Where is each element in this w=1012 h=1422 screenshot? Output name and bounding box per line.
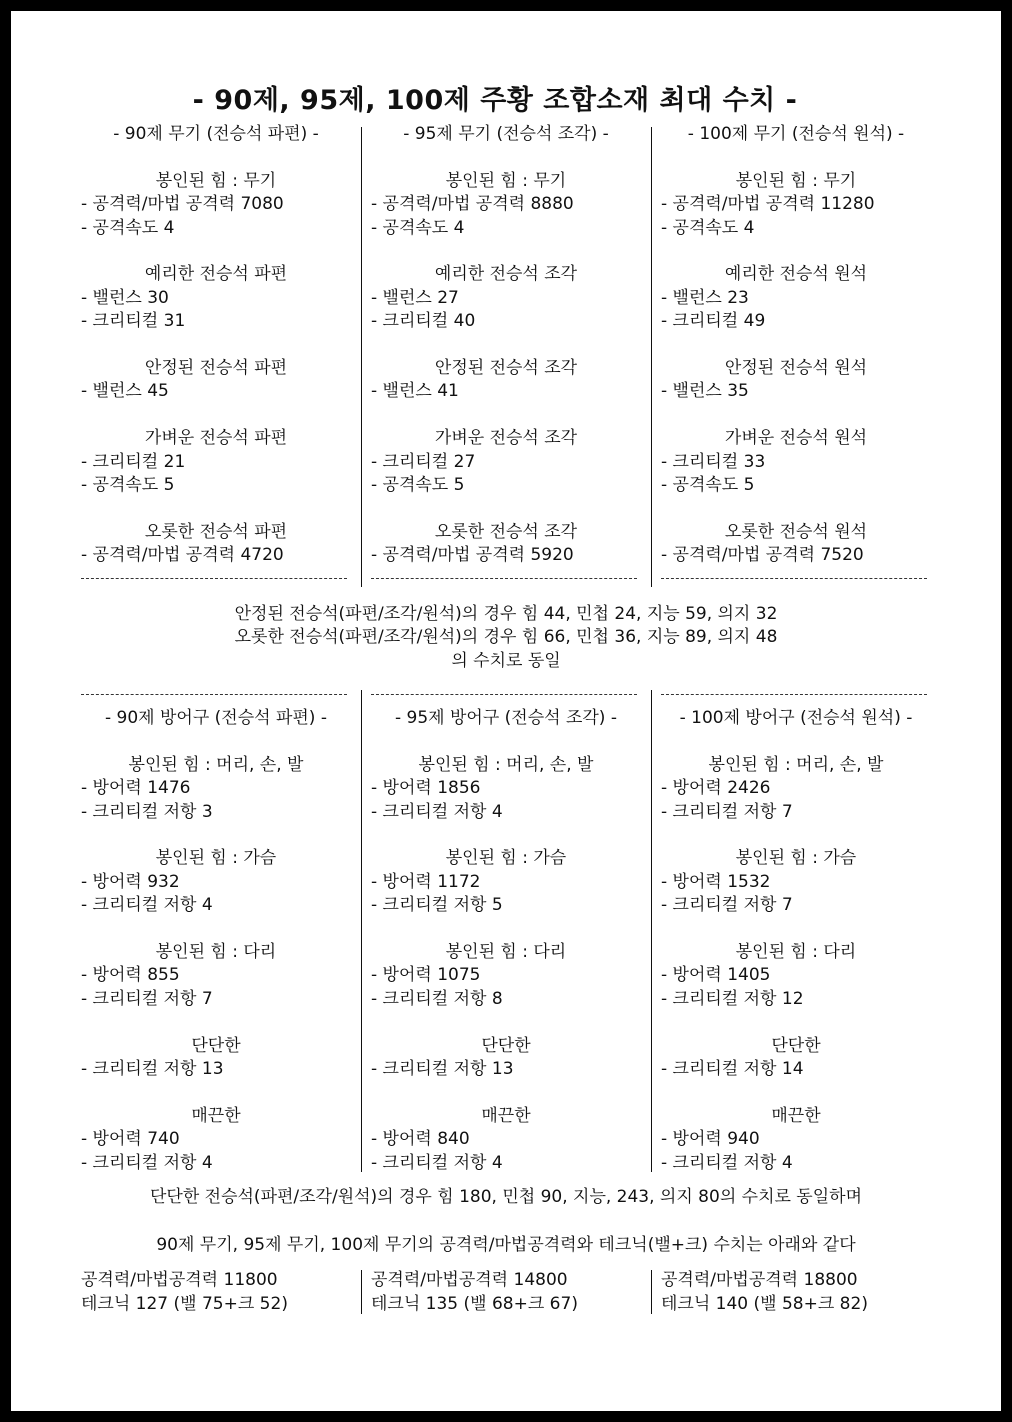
stat-line: - 공격속도 5 xyxy=(661,475,755,496)
stat-line: - 크리티컬 저항 5 xyxy=(371,895,503,916)
section-title: 봉인된 힘 : 가슴 xyxy=(445,848,567,869)
separator-line xyxy=(661,694,927,695)
section-title: 봉인된 힘 : 무기 xyxy=(735,170,857,191)
spacer xyxy=(661,404,931,427)
stat-line: - 방어력 2426 xyxy=(661,778,771,799)
spacer xyxy=(371,146,641,169)
section-title: 봉인된 힘 : 다리 xyxy=(735,942,857,963)
stat-line: - 크리티컬 저항 13 xyxy=(81,1059,224,1080)
summary-technique: 테크닉 140 (밸 58+크 82) xyxy=(661,1294,868,1314)
stat-line: - 크리티컬 31 xyxy=(81,311,186,332)
spacer xyxy=(81,918,351,941)
section-title: 예리한 전승석 조각 xyxy=(434,264,578,285)
column-header: - 100제 방어구 (전승석 원석) - xyxy=(679,708,913,728)
section-title: 단단한 xyxy=(771,1035,821,1056)
stat-line: - 크리티컬 저항 7 xyxy=(661,895,793,916)
armors-column xyxy=(661,707,931,1175)
stat-line: - 크리티컬 저항 7 xyxy=(661,801,793,822)
stat-line: - 공격력/마법 공격력 11280 xyxy=(661,194,875,215)
stat-line: - 크리티컬 저항 8 xyxy=(371,988,503,1009)
stat-line: - 크리티컬 49 xyxy=(661,311,766,332)
weapon-note-1: 안정된 전승석(파편/조각/원석)의 경우 힘 44, 민첩 24, 지능 59, 의지 32 xyxy=(234,604,778,624)
spacer xyxy=(81,824,351,847)
stat-line: - 크리티컬 저항 7 xyxy=(81,988,213,1009)
armor-note-1: 단단한 전승석(파편/조각/원석)의 경우 힘 180, 민첩 90, 지능, 243, 의지 80의 수치로 동일하며 xyxy=(150,1187,862,1207)
column-divider xyxy=(651,1270,652,1314)
stat-line: - 공격력/마법 공격력 4720 xyxy=(81,545,284,566)
stat-line: - 공격력/마법 공격력 5920 xyxy=(371,545,574,566)
stat-line: - 공격속도 4 xyxy=(371,217,465,238)
stat-line: - 방어력 940 xyxy=(661,1129,760,1150)
stat-line: - 방어력 740 xyxy=(81,1129,180,1150)
stat-line: - 공격속도 5 xyxy=(81,475,175,496)
summary-90 xyxy=(81,1268,288,1316)
section-title: 매끈한 xyxy=(481,1105,531,1126)
section-title: 오롯한 전승석 조각 xyxy=(434,521,578,542)
column-divider xyxy=(361,1270,362,1314)
column-divider xyxy=(651,690,652,1172)
column-header: - 100제 무기 (전승석 원석) - xyxy=(687,124,905,144)
section-title: 안정된 전승석 파편 xyxy=(144,358,288,379)
column-divider xyxy=(361,127,362,587)
column-header: - 95제 무기 (전승석 조각) - xyxy=(403,124,609,144)
stat-line: - 공격력/마법 공격력 7520 xyxy=(661,545,864,566)
summary-technique: 테크닉 135 (밸 68+크 67) xyxy=(371,1294,578,1314)
spacer xyxy=(81,730,351,753)
stat-line: - 크리티컬 저항 4 xyxy=(81,1152,213,1173)
summary-100 xyxy=(661,1268,868,1316)
spacer xyxy=(81,240,351,263)
stat-line: - 방어력 1172 xyxy=(371,871,481,892)
stat-line: - 공격속도 5 xyxy=(371,475,465,496)
stat-line: - 크리티컬 33 xyxy=(661,451,766,472)
stat-line: - 공격력/마법 공격력 7080 xyxy=(81,194,284,215)
spacer xyxy=(371,730,641,753)
stat-line: - 크리티컬 저항 12 xyxy=(661,988,804,1009)
stat-line: - 크리티컬 21 xyxy=(81,451,186,472)
summary-95 xyxy=(371,1268,578,1316)
stat-line: - 크리티컬 27 xyxy=(371,451,476,472)
weapon-note-2: 오롯한 전승석(파편/조각/원석)의 경우 힘 66, 민첩 36, 지능 89, 의지 48 xyxy=(234,627,778,647)
separator-line xyxy=(371,578,637,579)
section-title: 안정된 전승석 원석 xyxy=(724,358,868,379)
spacer xyxy=(661,730,931,753)
page-title: - 90제, 95제, 100제 주황 조합소재 최대 수치 - xyxy=(192,85,798,116)
section-title: 봉인된 힘 : 무기 xyxy=(155,170,277,191)
spacer xyxy=(371,334,641,357)
spacer xyxy=(371,1011,641,1034)
spacer xyxy=(81,497,351,520)
weapons-column xyxy=(81,123,351,568)
spacer xyxy=(661,334,931,357)
section-title: 예리한 전승석 파편 xyxy=(144,264,288,285)
section-title: 가벼운 전승석 조각 xyxy=(434,428,578,449)
section-title: 봉인된 힘 : 머리, 손, 발 xyxy=(418,754,594,775)
section-title: 봉인된 힘 : 머리, 손, 발 xyxy=(128,754,304,775)
spacer xyxy=(81,334,351,357)
spacer xyxy=(661,240,931,263)
armors-column xyxy=(81,707,351,1175)
stat-line: - 크리티컬 저항 4 xyxy=(371,801,503,822)
section-title: 봉인된 힘 : 다리 xyxy=(155,942,277,963)
stat-line: - 크리티컬 저항 4 xyxy=(81,895,213,916)
spacer xyxy=(661,1011,931,1034)
column-divider xyxy=(651,127,652,587)
summary-attack: 공격력/마법공격력 14800 xyxy=(371,1270,568,1290)
stat-line: - 공격속도 4 xyxy=(661,217,755,238)
stat-line: - 밸런스 41 xyxy=(371,381,459,402)
stat-line: - 밸런스 35 xyxy=(661,381,749,402)
stat-line: - 공격력/마법 공격력 8880 xyxy=(371,194,574,215)
section-title: 예리한 전승석 원석 xyxy=(724,264,868,285)
stat-line: - 크리티컬 저항 13 xyxy=(371,1059,514,1080)
summary-technique: 테크닉 127 (밸 75+크 52) xyxy=(81,1294,288,1314)
column-header: - 90제 방어구 (전승석 파편) - xyxy=(105,708,327,728)
section-title: 가벼운 전승석 원석 xyxy=(724,428,868,449)
weapon-note-3: 의 수치로 동일 xyxy=(451,651,561,671)
stat-line: - 밸런스 27 xyxy=(371,287,459,308)
separator-line xyxy=(81,694,347,695)
summary-attack: 공격력/마법공격력 18800 xyxy=(661,1270,858,1290)
stat-line: - 공격속도 4 xyxy=(81,217,175,238)
section-title: 봉인된 힘 : 가슴 xyxy=(735,848,857,869)
section-title: 가벼운 전승석 파편 xyxy=(144,428,288,449)
section-title: 봉인된 힘 : 가슴 xyxy=(155,848,277,869)
stat-line: - 밸런스 30 xyxy=(81,287,169,308)
stat-line: - 밸런스 45 xyxy=(81,381,169,402)
spacer xyxy=(81,1081,351,1104)
section-title: 봉인된 힘 : 머리, 손, 발 xyxy=(708,754,884,775)
stat-line: - 방어력 1856 xyxy=(371,778,481,799)
summary-attack: 공격력/마법공격력 11800 xyxy=(81,1270,278,1290)
spacer xyxy=(371,240,641,263)
stat-line: - 방어력 932 xyxy=(81,871,180,892)
stat-line: - 크리티컬 40 xyxy=(371,311,476,332)
stat-line: - 방어력 855 xyxy=(81,965,180,986)
spacer xyxy=(371,918,641,941)
section-title: 단단한 xyxy=(191,1035,241,1056)
section-title: 매끈한 xyxy=(771,1105,821,1126)
weapons-column xyxy=(661,123,931,568)
stat-line: - 밸런스 23 xyxy=(661,287,749,308)
stat-line: - 방어력 840 xyxy=(371,1129,470,1150)
stat-line: - 크리티컬 저항 14 xyxy=(661,1059,804,1080)
section-title: 매끈한 xyxy=(191,1105,241,1126)
stat-line: - 방어력 1532 xyxy=(661,871,771,892)
column-header: - 95제 방어구 (전승석 조각) - xyxy=(395,708,617,728)
stat-line: - 크리티컬 저항 4 xyxy=(661,1152,793,1173)
armors-column xyxy=(371,707,641,1175)
spacer xyxy=(371,824,641,847)
spacer xyxy=(371,497,641,520)
section-title: 오롯한 전승석 원석 xyxy=(724,521,868,542)
weapons-column xyxy=(371,123,641,568)
section-title: 안정된 전승석 조각 xyxy=(434,358,578,379)
column-divider xyxy=(361,690,362,1172)
spacer xyxy=(81,1011,351,1034)
separator-line xyxy=(661,578,927,579)
stat-line: - 크리티컬 저항 4 xyxy=(371,1152,503,1173)
section-title: 오롯한 전승석 파편 xyxy=(144,521,288,542)
separator-line xyxy=(371,694,637,695)
column-header: - 90제 무기 (전승석 파편) - xyxy=(113,124,319,144)
section-title: 봉인된 힘 : 무기 xyxy=(445,170,567,191)
spacer xyxy=(81,146,351,169)
spacer xyxy=(661,918,931,941)
spacer xyxy=(661,1081,931,1104)
spacer xyxy=(371,1081,641,1104)
spacer xyxy=(661,146,931,169)
stat-line: - 방어력 1075 xyxy=(371,965,481,986)
spacer xyxy=(661,824,931,847)
stat-line: - 방어력 1476 xyxy=(81,778,191,799)
stat-line: - 방어력 1405 xyxy=(661,965,771,986)
armor-note-2: 90제 무기, 95제 무기, 100제 무기의 공격력/마법공격력와 테크닉(밸+크) 수치는 아래와 같다 xyxy=(156,1235,856,1255)
separator-line xyxy=(81,578,347,579)
section-title: 단단한 xyxy=(481,1035,531,1056)
section-title: 봉인된 힘 : 다리 xyxy=(445,942,567,963)
stat-line: - 크리티컬 저항 3 xyxy=(81,801,213,822)
spacer xyxy=(371,404,641,427)
spacer xyxy=(661,497,931,520)
spacer xyxy=(81,404,351,427)
